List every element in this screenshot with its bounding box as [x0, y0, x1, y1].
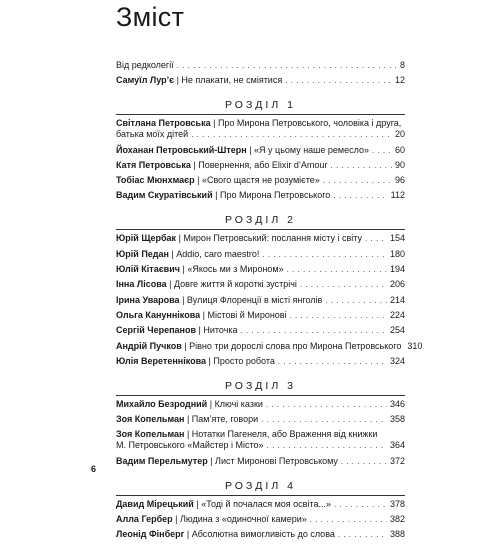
toc-title: Абсолютна вимогливість до слова	[191, 529, 335, 540]
page-title: Зміст	[116, 2, 185, 32]
toc-entry-text	[116, 190, 330, 201]
toc-page-number: 382	[389, 514, 405, 525]
toc-title: «Тоді й почалася моя освіта...»	[201, 498, 331, 509]
toc-entry-text	[116, 514, 307, 525]
toc-separator: |	[166, 279, 174, 290]
toc-entry-text	[116, 499, 331, 510]
toc-author: Тобіас Мюнхмаєр	[116, 175, 195, 186]
toc-title-continued: батька моїх дітей	[116, 129, 189, 140]
toc-entry-text	[116, 429, 377, 440]
toc-author: Вадим Перельмутер	[116, 455, 208, 466]
toc-page-number: 194	[389, 264, 405, 275]
toc-title: Ключі казки	[214, 398, 263, 409]
toc-page-number: 214	[389, 294, 405, 305]
toc-entry-text	[116, 264, 284, 275]
dot-leader	[267, 440, 387, 451]
toc-entry	[116, 414, 405, 425]
toc-entry	[116, 325, 405, 336]
toc-entry-text	[116, 118, 401, 129]
section-divider	[116, 395, 405, 396]
toc-entry-text	[116, 145, 369, 156]
toc-title: Повернення, або Elixir d’Amour	[198, 159, 328, 170]
dot-leader	[334, 499, 387, 510]
dot-leader	[310, 514, 387, 525]
toc-separator: |	[200, 309, 208, 320]
toc-author: Катя Петровська	[116, 159, 191, 170]
toc-page-number: 310	[407, 340, 423, 351]
dot-leader	[372, 145, 392, 156]
toc-author: Юлія Веретеннікова	[116, 355, 207, 366]
toc-separator: |	[174, 75, 182, 86]
toc-title: Мирон Петровський: послання місту і світу	[183, 233, 362, 244]
toc-page-number: 112	[390, 190, 405, 201]
toc-entry	[116, 233, 405, 244]
toc-page-number: 20	[394, 129, 405, 140]
toc-author: Давид Мірецький	[116, 498, 194, 509]
toc-page-number: 346	[389, 398, 405, 409]
toc-separator: |	[193, 498, 202, 509]
toc-title: Ниточка	[203, 325, 238, 336]
dot-leader	[325, 295, 387, 306]
toc-page-number: 224	[389, 309, 405, 320]
toc-entry-text	[116, 233, 362, 244]
toc-page-number: 388	[389, 529, 405, 540]
dot-leader	[330, 160, 392, 171]
toc-title: Рівно три дорослі слова про Мирона Петровського	[189, 340, 402, 351]
toc-title: «Свого щастя не розумієте»	[201, 175, 320, 186]
toc-page-number: 8	[399, 60, 405, 70]
toc-separator: |	[181, 340, 190, 351]
toc-entry	[116, 190, 405, 201]
toc-title: Просто робота	[213, 355, 275, 366]
toc-separator: |	[168, 248, 177, 259]
toc-separator: |	[172, 514, 180, 525]
toc-author: Юрій Педан	[116, 248, 169, 259]
toc-page-number: 378	[389, 498, 405, 509]
dot-leader	[287, 264, 387, 275]
section-heading: РОЗДІЛ 3	[225, 379, 296, 392]
section-divider	[116, 229, 405, 230]
toc-entry-text	[116, 175, 320, 186]
toc-author: Михайло Безродний	[116, 398, 208, 409]
toc-page-number: 254	[389, 325, 405, 336]
toc-entry-text	[116, 325, 238, 336]
toc-title: Від редколегії	[116, 60, 174, 70]
toc-author: Ольга Кануннікова	[116, 309, 201, 320]
toc-author: Йоханан Петровський-Штерн	[116, 144, 247, 155]
toc-title: Вулиця Флоренції в місті янголів	[186, 294, 323, 305]
toc-title: Людина з «одиночної камери»	[180, 514, 307, 525]
toc-entry-text	[116, 160, 327, 171]
toc-entry-text	[116, 310, 287, 321]
toc-page-number: 90	[394, 159, 405, 170]
toc-separator: |	[246, 144, 255, 155]
toc-entry	[116, 456, 405, 467]
toc-page-number: 364	[389, 440, 405, 451]
toc-title: Нотатки Пагенеля, або Враження від книжки	[191, 429, 378, 440]
section-heading: РОЗДІЛ 4	[225, 479, 296, 492]
toc-page-number: 206	[389, 279, 405, 290]
toc-separator: |	[184, 429, 192, 440]
toc-separator: |	[207, 398, 215, 409]
toc-separator: |	[194, 175, 202, 186]
toc-author: Юлій Кітаєвич	[116, 264, 180, 275]
section-heading: РОЗДІЛ 2	[225, 214, 296, 227]
dot-leader	[262, 249, 387, 260]
toc-separator: |	[210, 118, 218, 129]
dot-leader	[365, 233, 387, 244]
toc-separator: |	[179, 294, 187, 305]
toc-entry-text	[116, 456, 338, 467]
dot-leader	[300, 279, 387, 290]
dot-leader	[285, 75, 392, 86]
dot-leader	[333, 190, 387, 201]
toc-entry	[116, 175, 405, 186]
toc-title: Пам’яте, говори	[191, 414, 259, 425]
toc-entry-text	[116, 60, 174, 71]
page-number: 6	[91, 464, 97, 474]
toc-entry	[116, 60, 405, 71]
toc-title: Про Мирона Петровського	[219, 190, 331, 201]
toc-title: Не плакати, не сміятися	[181, 75, 283, 86]
toc-author: Інна Лісова	[116, 279, 167, 290]
toc-entry	[116, 340, 423, 352]
toc-entry	[116, 279, 405, 290]
toc-entry-text	[116, 399, 263, 410]
dot-leader	[341, 456, 387, 467]
table-of-contents	[116, 60, 423, 545]
toc-entry	[116, 160, 405, 171]
dot-leader	[278, 356, 387, 367]
toc-title: Addio, caro maestro!	[176, 248, 260, 259]
toc-entry-text	[116, 249, 259, 260]
toc-entry	[116, 264, 405, 275]
toc-entry	[116, 399, 405, 410]
toc-entry-text	[116, 341, 401, 352]
toc-author: Зоя Копельман	[116, 414, 185, 425]
toc-entry-continued	[116, 129, 405, 140]
section-heading: РОЗДІЛ 1	[225, 99, 296, 112]
toc-page-number: 180	[389, 248, 405, 259]
toc-entry-text	[116, 295, 322, 306]
toc-title: Довге життя й короткі зустрічі	[173, 279, 297, 290]
dot-leader	[266, 399, 387, 410]
toc-entry	[116, 118, 405, 140]
toc-page-number: 12	[394, 75, 405, 86]
toc-title: «Я у цьому наше ремесло»	[254, 144, 369, 155]
dot-leader	[191, 129, 392, 140]
dot-leader	[241, 325, 387, 336]
toc-entry	[116, 295, 405, 306]
toc-separator: |	[176, 233, 184, 244]
toc-separator: |	[212, 190, 220, 201]
toc-entry-text	[116, 414, 258, 425]
toc-page-number: 358	[389, 414, 405, 425]
toc-page-number: 154	[389, 233, 405, 244]
toc-author: Леонід Фінберг	[116, 529, 185, 540]
toc-entry	[116, 75, 405, 86]
toc-entry-text	[116, 356, 275, 367]
toc-author: Сергій Черепанов	[116, 325, 197, 336]
toc-title: «Якось ми з Мироном»	[187, 264, 284, 275]
toc-entry	[116, 514, 405, 525]
toc-author: Самуїл Лур’є	[116, 75, 175, 86]
toc-title: Лист Миронові Петровському	[215, 455, 338, 466]
toc-entry	[116, 429, 405, 451]
toc-entry-text	[116, 279, 297, 290]
section-divider	[116, 495, 405, 496]
dot-leader	[338, 529, 387, 540]
toc-page-number: 60	[394, 144, 405, 155]
toc-author: Андрій Пучков	[116, 340, 182, 351]
section-divider	[116, 114, 405, 115]
toc-author: Ірина Уварова	[116, 294, 180, 305]
dot-leader	[290, 310, 387, 321]
toc-author: Алла Гербер	[116, 514, 173, 525]
toc-entry-text	[116, 75, 282, 86]
toc-separator: |	[184, 414, 192, 425]
toc-separator: |	[207, 455, 216, 466]
toc-entry	[116, 145, 405, 156]
toc-title-continued: М. Петровського «Майстер і Місто»	[116, 440, 264, 451]
toc-separator: |	[184, 529, 192, 540]
toc-entry	[116, 499, 405, 510]
toc-title: Містові й Миронові	[207, 309, 287, 320]
toc-separator: |	[196, 325, 204, 336]
toc-separator: |	[190, 159, 199, 170]
toc-title: Про Мирона Петровського, чоловіка і друга,	[217, 118, 402, 129]
toc-entry	[116, 310, 405, 321]
toc-entry	[116, 356, 405, 367]
toc-page-number: 372	[389, 455, 405, 466]
toc-page-number: 324	[389, 355, 405, 366]
toc-entry	[116, 249, 405, 260]
toc-entry	[116, 529, 405, 540]
toc-author: Вадим Скуратівський	[116, 190, 213, 201]
toc-entry-continued	[116, 440, 405, 451]
toc-separator: |	[206, 355, 214, 366]
toc-entry-text	[116, 529, 335, 540]
dot-leader	[177, 60, 397, 71]
toc-author: Юрій Щербак	[116, 233, 177, 244]
toc-separator: |	[179, 264, 188, 275]
dot-leader	[323, 175, 392, 186]
dot-leader	[261, 414, 387, 425]
toc-author: Зоя Копельман	[116, 429, 185, 440]
toc-page-number: 96	[394, 175, 405, 186]
toc-author: Світлана Петровська	[116, 118, 211, 129]
